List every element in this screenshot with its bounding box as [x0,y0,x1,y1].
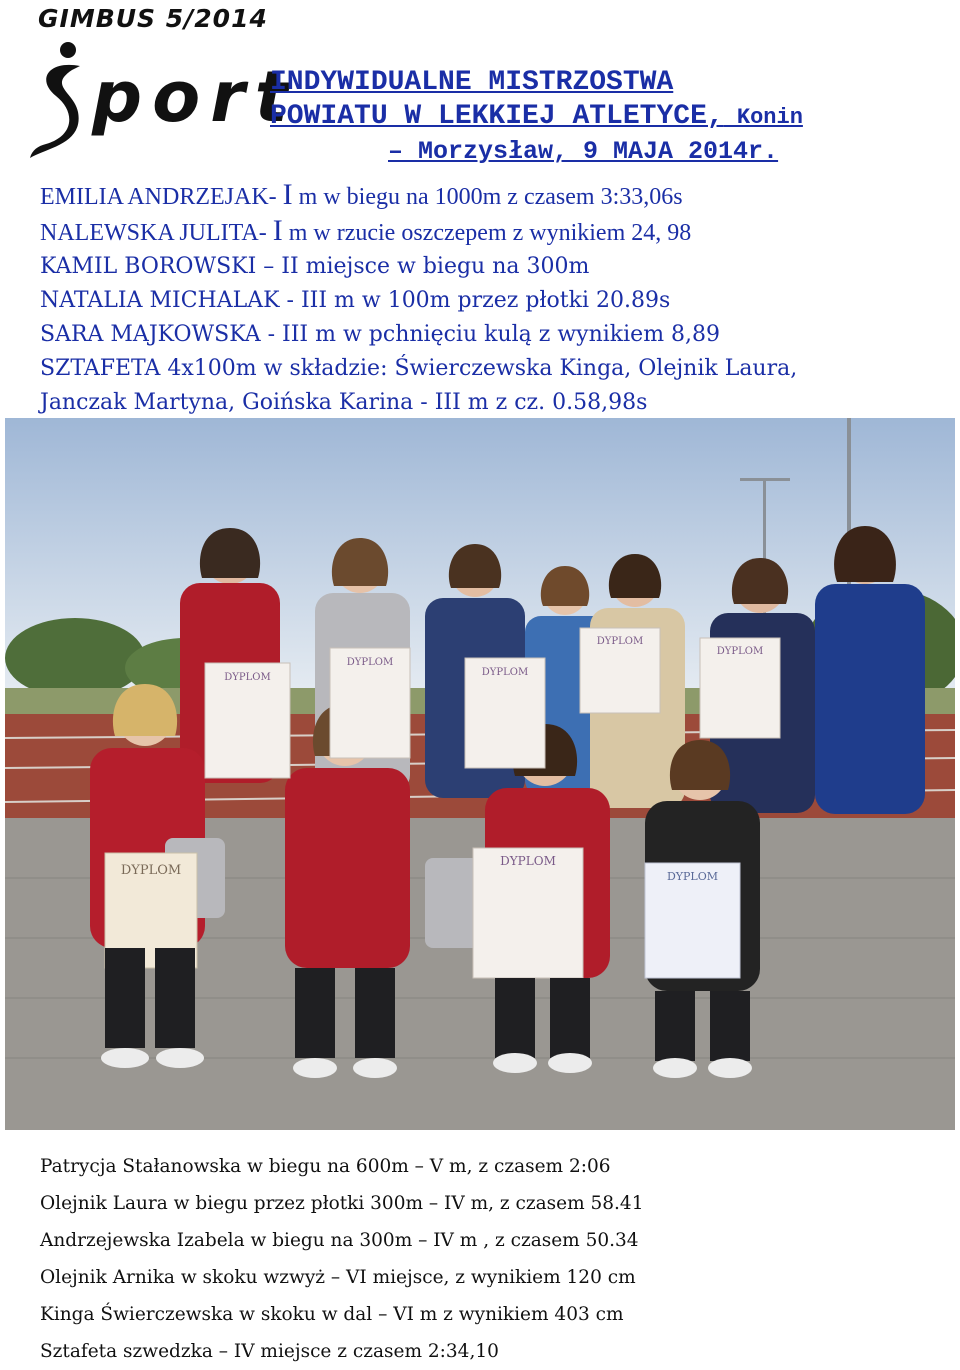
result-andrzejak-name: EMILIA ANDRZEJAK- [40,184,283,210]
result-nalewska-place: I [272,214,283,247]
result-michalak: NATALIA MICHALAK - III m w 100m przez płotki 20.89s [40,288,671,313]
other-result: Patrycja Stałanowska w biegu na 600m – V m, z czasem 2:06 [40,1156,611,1177]
diploma-label: DYPLOM [346,657,394,668]
other-result: Olejnik Laura w biegu przez płotki 300m – IV m, z czasem 58.41 [40,1193,644,1214]
result-nalewska-detail: m w rzucie oszczepem z wynikiem 24, 98 [282,220,692,246]
result-andrzejak [40,178,940,214]
other-results-list [40,1148,940,1370]
title-line-2 [270,100,920,135]
other-result: Kinga Świerczewska w skoku w dal – VI m z wynikiem 403 cm [40,1304,624,1325]
logo-word: port [92,56,299,138]
title-line-2-main: POWIATU W LEKKIEJ ATLETYCE, [270,101,724,132]
result-nalewska [40,214,940,250]
title-line-1: INDYWIDUALNE MISTRZOSTWA [270,67,674,98]
result-relay-line1: SZTAFETA 4x100m w składzie: Świerczewska Kinga, Olejnik Laura, [40,356,798,381]
other-result: Andrzejewska Izabela w biegu na 300m – IV m , z czasem 50.34 [40,1230,639,1251]
result-andrzejak-place: I [282,178,293,211]
other-result: Sztafeta szwedzka – IV miejsce z czasem 2:34,10 [40,1341,499,1362]
sport-logo [28,40,299,165]
diploma-label: DYPLOM [481,667,529,678]
diploma-label: DYPLOM [500,854,556,868]
diploma-label: DYPLOM [596,636,644,647]
title-line-2-place: Konin [723,105,803,130]
result-borowski: KAMIL BOROWSKI – II miejsce w biegu na 300m [40,254,590,279]
result-andrzejak-detail: m w biegu na 1000m z czasem 3:33,06s [292,184,683,210]
diploma-label: DYPLOM [666,870,719,883]
diploma-label: DYPLOM [716,646,764,657]
team-photo [5,418,955,1130]
result-relay-line2: Janczak Martyna, Goińska Karina - III m z cz. 0.58,98s [40,390,648,415]
diploma-label: DYPLOM [224,672,271,683]
masthead: GIMBUS 5/2014 [38,4,268,33]
article-title [270,66,920,169]
other-result: Olejnik Arnika w skoku wzwyż – VI miejsce, z wynikiem 120 cm [40,1267,636,1288]
results-list [40,178,940,420]
title-date: – Morzysław, 9 MAJA 2014r. [388,137,779,166]
result-majkowska: SARA MAJKOWSKA - III m w pchnięciu kulą z wynikiem 8,89 [40,322,721,347]
diploma-label: DYPLOM [120,863,182,878]
result-nalewska-name: NALEWSKA JULITA- [40,220,273,246]
